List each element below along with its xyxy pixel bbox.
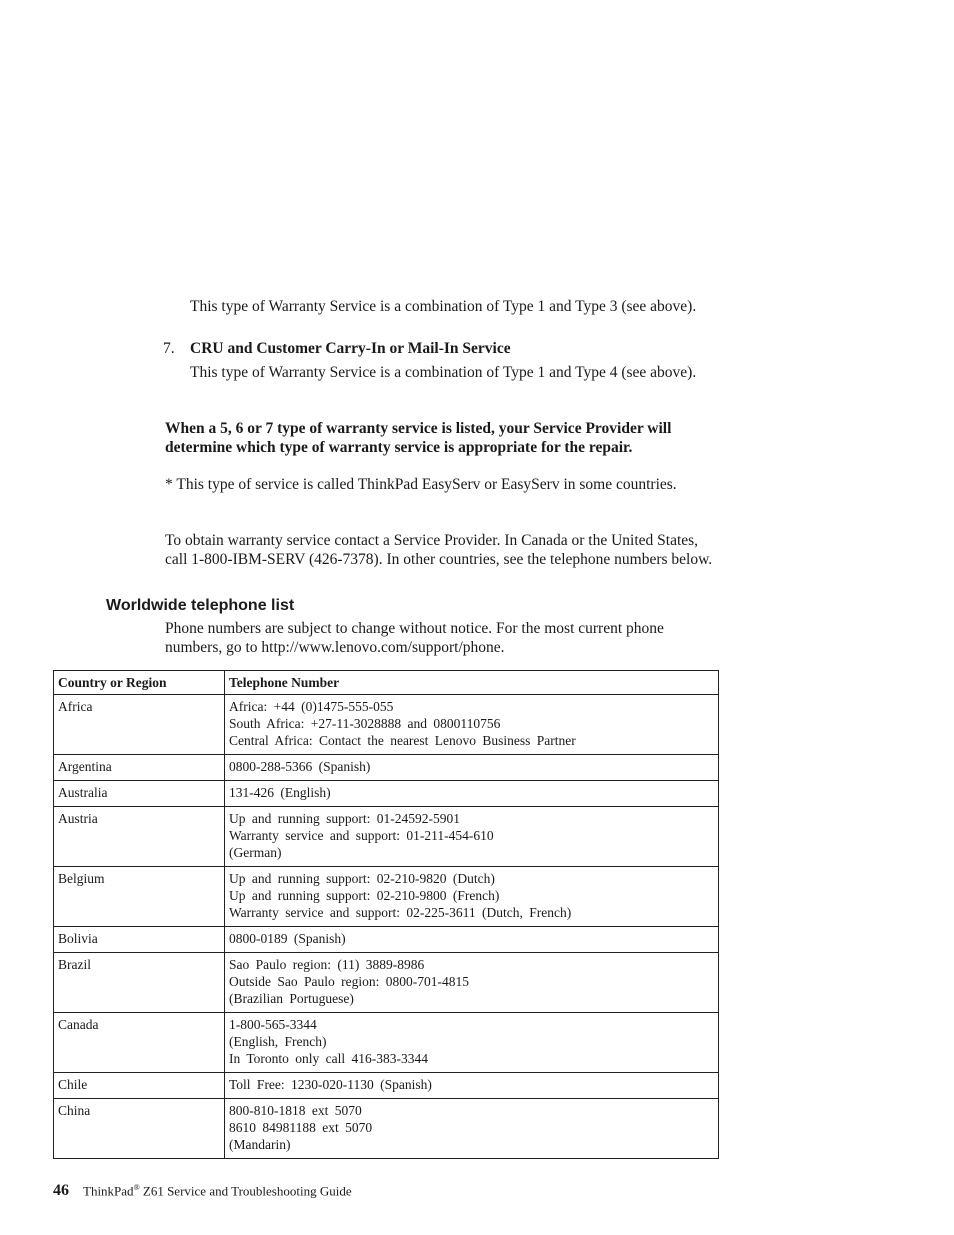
country-cell: Belgium bbox=[54, 867, 225, 927]
obtain-service-note: To obtain warranty service contact a Service Provider. In Canada or the United States, call 1-800-IBM-SERV (426-7378). In other countries, see the telephone numbers below. bbox=[165, 532, 713, 568]
type7-description: This type of Warranty Service is a combination of Type 1 and Type 4 (see above). bbox=[190, 364, 697, 381]
telephone-line: In Toronto only call 416-383-3344 bbox=[229, 1051, 429, 1066]
telephone-line: 0800-0189 (Spanish) bbox=[229, 931, 346, 946]
country-cell: Austria bbox=[54, 807, 225, 867]
telephone-line: (German) bbox=[229, 845, 282, 860]
list-item-7 bbox=[163, 339, 511, 358]
telephone-table bbox=[53, 670, 719, 1159]
telephone-line: Warranty service and support: 01-211-454-610 bbox=[229, 828, 494, 843]
country-cell: Canada bbox=[54, 1013, 225, 1073]
telephone-line: Up and running support: 01-24592-5901 bbox=[229, 811, 460, 826]
telephone-line: (Mandarin) bbox=[229, 1137, 291, 1152]
country-cell: China bbox=[54, 1099, 225, 1159]
telephone-line: 800-810-1818 ext 5070 bbox=[229, 1103, 362, 1118]
table-row bbox=[54, 867, 719, 927]
registered-mark: ® bbox=[133, 1183, 140, 1192]
easyserv-note: * This type of service is called ThinkPad EasyServ or EasyServ in some countries. bbox=[165, 476, 677, 493]
telephone-cell bbox=[225, 755, 719, 781]
telephone-line: Toll Free: 1230-020-1130 (Spanish) bbox=[229, 1077, 432, 1092]
service-determination-note: When a 5, 6 or 7 type of warranty service is listed, your Service Provider will determine which type of warranty service is appropriate for the repair. bbox=[165, 420, 672, 456]
telephone-line: 131-426 (English) bbox=[229, 785, 331, 800]
table-row bbox=[54, 807, 719, 867]
telephone-line: Central Africa: Contact the nearest Lenovo Business Partner bbox=[229, 733, 576, 748]
telephone-line: Warranty service and support: 02-225-3611 (Dutch, French) bbox=[229, 905, 572, 920]
country-cell: Bolivia bbox=[54, 927, 225, 953]
country-cell: Australia bbox=[54, 781, 225, 807]
telephone-cell bbox=[225, 1073, 719, 1099]
header-country: Country or Region bbox=[54, 671, 225, 695]
telephone-cell bbox=[225, 867, 719, 927]
telephone-cell bbox=[225, 695, 719, 755]
type5-description: This type of Warranty Service is a combination of Type 1 and Type 3 (see above). bbox=[190, 298, 697, 315]
list-item-number: 7. bbox=[163, 340, 175, 357]
telephone-cell bbox=[225, 781, 719, 807]
country-cell: Chile bbox=[54, 1073, 225, 1099]
telephone-line: (Brazilian Portuguese) bbox=[229, 991, 354, 1006]
table-body bbox=[54, 695, 719, 1159]
country-cell: Argentina bbox=[54, 755, 225, 781]
table-row bbox=[54, 755, 719, 781]
telephone-line: Africa: +44 (0)1475-555-055 bbox=[229, 699, 394, 714]
telephone-line: South Africa: +27-11-3028888 and 0800110756 bbox=[229, 716, 501, 731]
table-row bbox=[54, 953, 719, 1013]
table-row bbox=[54, 1099, 719, 1159]
country-cell: Africa bbox=[54, 695, 225, 755]
telephone-cell bbox=[225, 953, 719, 1013]
page-number: 46 bbox=[53, 1182, 69, 1200]
section-title: Worldwide telephone list bbox=[106, 597, 295, 614]
telephone-line: (English, French) bbox=[229, 1034, 327, 1049]
table-row bbox=[54, 781, 719, 807]
telephone-cell bbox=[225, 807, 719, 867]
table-row bbox=[54, 1013, 719, 1073]
section-description: Phone numbers are subject to change without notice. For the most current phone numbers, go to http://www.lenovo.com/support/phone. bbox=[165, 620, 664, 656]
page-footer bbox=[53, 1178, 352, 1201]
table-header-row bbox=[54, 671, 719, 695]
table-row bbox=[54, 927, 719, 953]
telephone-line: 8610 84981188 ext 5070 bbox=[229, 1120, 373, 1135]
footer-brand: ThinkPad bbox=[83, 1183, 134, 1199]
header-telephone: Telephone Number bbox=[225, 671, 719, 695]
list-item-label: CRU and Customer Carry-In or Mail-In Service bbox=[190, 340, 511, 357]
telephone-line: Up and running support: 02-210-9800 (French) bbox=[229, 888, 500, 903]
telephone-cell bbox=[225, 1013, 719, 1073]
footer-guide-title: Z61 Service and Troubleshooting Guide bbox=[142, 1183, 352, 1199]
table-row bbox=[54, 1073, 719, 1099]
table-row bbox=[54, 695, 719, 755]
telephone-line: 1-800-565-3344 bbox=[229, 1017, 317, 1032]
telephone-line: Sao Paulo region: (11) 3889-8986 bbox=[229, 957, 425, 972]
telephone-line: 0800-288-5366 (Spanish) bbox=[229, 759, 371, 774]
telephone-cell bbox=[225, 1099, 719, 1159]
telephone-cell bbox=[225, 927, 719, 953]
country-cell: Brazil bbox=[54, 953, 225, 1013]
telephone-line: Outside Sao Paulo region: 0800-701-4815 bbox=[229, 974, 469, 989]
telephone-line: Up and running support: 02-210-9820 (Dutch) bbox=[229, 871, 495, 886]
